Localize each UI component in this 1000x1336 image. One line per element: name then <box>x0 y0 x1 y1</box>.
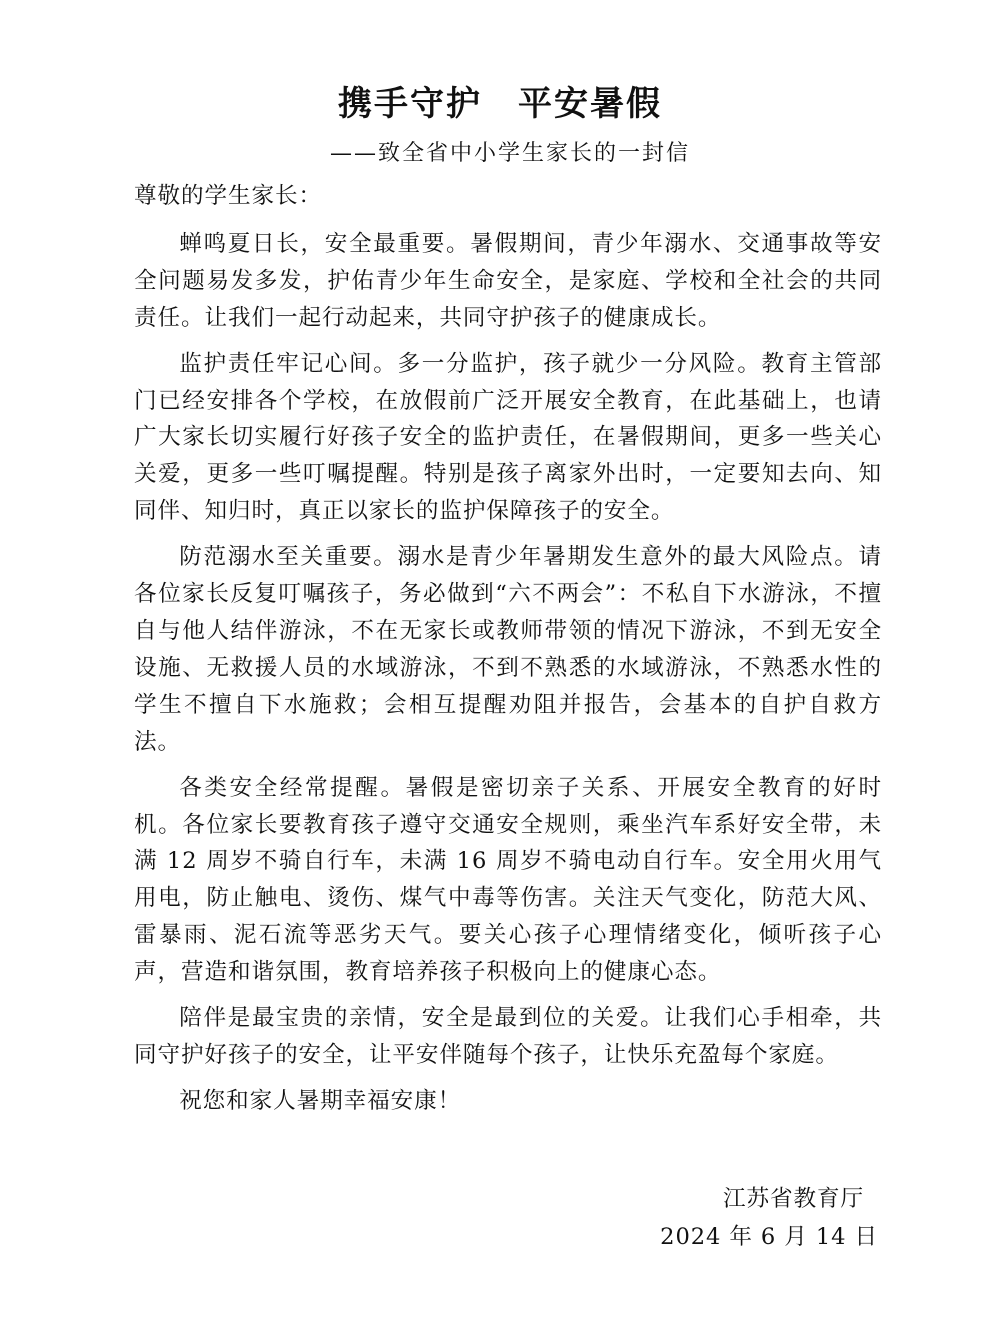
signature-organization: 江苏省教育厅 <box>723 1186 864 1212</box>
paragraph-drowning-prevention: 防范溺水至关重要。溺水是青少年暑期发生意外的最大风险点。请各位家长反复叮嘱孩子，务必做到“六不两会”：不私自下水游泳，不擅自与他人结伴游泳，不在无家长或教师带领的情况下游泳，不到无安全设施、无救援人员的水域游泳，不到不熟悉的水域游泳，不熟悉水性的学生不擅自下水施救；会相互提醒劝阻并报告，会基本的自护自救方法。 <box>134 544 882 755</box>
paragraph-companionship: 陪伴是最宝贵的亲情，安全是最到位的关爱。让我们心手相牵，共同守护好孩子的安全，让平安伴随每个孩子，让快乐充盈每个家庭。 <box>134 1005 882 1068</box>
closing-wish: 祝您和家人暑期幸福安康！ <box>179 1087 462 1114</box>
letter-subtitle: ——致全省中小学生家长的一封信 <box>329 141 690 166</box>
letter-title: 携手守护 平安暑假 <box>338 84 662 124</box>
greeting: 尊敬的学生家长： <box>134 183 322 209</box>
paragraph-intro: 蝉鸣夏日长，安全最重要。暑假期间，青少年溺水、交通事故等安全问题易发多发，护佑青少年生命安全，是家庭、学校和全社会的共同责任。让我们一起行动起来，共同守护孩子的健康成长。 <box>134 230 882 331</box>
letter-body <box>134 178 882 1129</box>
paragraph-guardianship: 监护责任牢记心间。多一分监护，孩子就少一分风险。教育主管部门已经安排各个学校，在放假前广泛开展安全教育，在此基础上，也请广大家长切实履行好孩子安全的监护责任，在暑假期间，更多一些关心关爱，更多一些叮嘱提醒。特别是孩子离家外出时，一定要知去向、知同伴、知归时，真正以家长的监护保障孩子的安全。 <box>134 350 882 525</box>
signature-block <box>660 1180 878 1256</box>
paragraph-general-safety: 各类安全经常提醒。暑假是密切亲子关系、开展安全教育的好时机。各位家长要教育孩子遵守交通安全规则，乘坐汽车系好安全带，未满 12 周岁不骑自行车，未满 16 周岁不骑电动自行车。安全用火用气用电，防止触电、烫伤、煤气中毒等伤害。关注天气变化，防范大风、雷暴雨、泥石流等恶劣天气。要关心孩子心理情绪变化，倾听孩子心声，营造和谐氛围，教育培养孩子积极向上的健康心态。 <box>134 774 882 986</box>
signature-date: 2024 年 6 月 14 日 <box>660 1224 878 1250</box>
